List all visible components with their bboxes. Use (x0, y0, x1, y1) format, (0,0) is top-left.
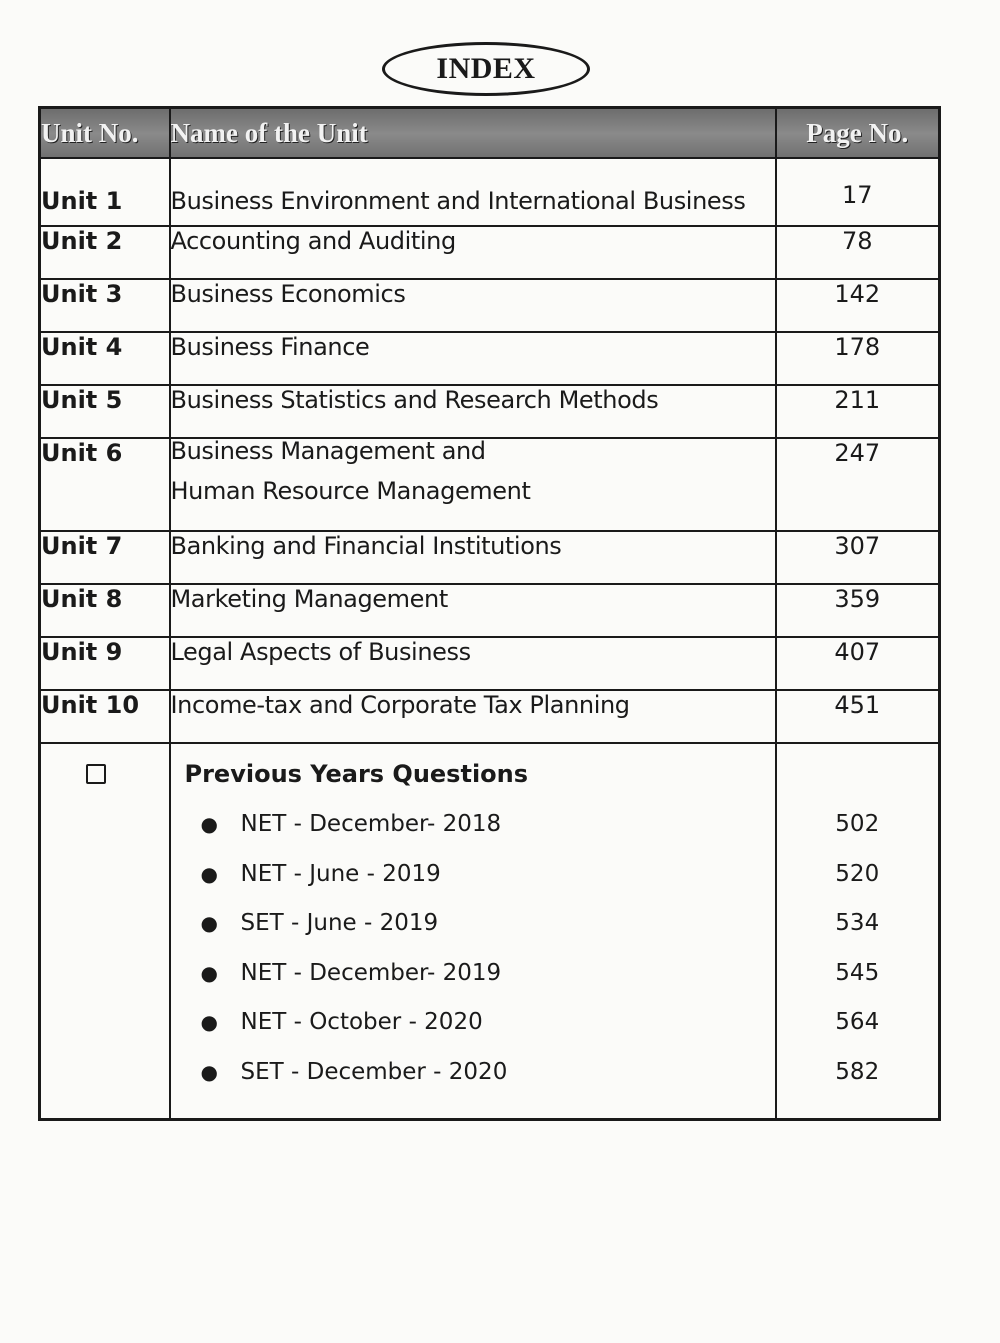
header-unit-name: Name of the Unit (170, 108, 776, 159)
previous-years-pages-cell (776, 743, 940, 1119)
table-row (40, 531, 940, 584)
page-number: 142 (776, 279, 940, 332)
list-item (171, 949, 775, 999)
bullet-icon: ● (200, 911, 218, 936)
unit-number: Unit 2 (40, 226, 170, 279)
exam-label: SET - June - 2019 (240, 910, 439, 937)
exam-label: NET - December- 2019 (240, 959, 502, 986)
unit-name: Accounting and Auditing (170, 226, 776, 279)
list-item (171, 850, 775, 900)
table-row (40, 584, 940, 637)
unit-number: Unit 10 (40, 690, 170, 743)
page-number: 545 (835, 959, 880, 986)
table-header-row (40, 108, 940, 159)
table-row (40, 226, 940, 279)
page-number: 564 (835, 1009, 880, 1036)
page-number: 17 (776, 158, 940, 226)
unit-name: Legal Aspects of Business (170, 637, 776, 690)
checkbox-icon (86, 764, 106, 784)
table-row (40, 158, 940, 226)
unit-name-line-1: Business Management and (170, 437, 486, 465)
page-number: 534 (835, 910, 880, 937)
header-page-no: Page No. (776, 108, 940, 159)
index-title: INDEX (436, 52, 536, 85)
unit-number: Unit 9 (40, 637, 170, 690)
bullet-icon: ● (200, 812, 218, 836)
unit-name-line-2: Human Resource Management (170, 477, 531, 505)
list-item (171, 899, 775, 949)
unit-name: Business Environment and International Business (170, 158, 776, 226)
exam-label: NET - June - 2019 (240, 860, 441, 887)
bullet-icon: ● (200, 1059, 218, 1084)
table-row (40, 690, 940, 743)
list-item (171, 800, 775, 850)
page-number: 359 (776, 584, 940, 637)
table-row (40, 279, 940, 332)
unit-number: Unit 5 (40, 385, 170, 438)
exam-label: SET - December - 2020 (240, 1058, 508, 1085)
bullet-icon: ● (200, 861, 218, 886)
previous-years-row (40, 743, 940, 1119)
page-number: 502 (835, 811, 880, 837)
list-item (171, 1048, 775, 1098)
bullet-icon: ● (200, 960, 218, 985)
unit-name: Marketing Management (170, 584, 776, 637)
unit-name: Banking and Financial Institutions (170, 531, 776, 584)
header-unit-no: Unit No. (40, 108, 170, 159)
page-number: 407 (776, 637, 940, 690)
unit-name: Business Finance (170, 332, 776, 385)
unit-number: Unit 4 (40, 332, 170, 385)
unit-number: Unit 6 (40, 438, 170, 531)
unit-number: Unit 7 (40, 531, 170, 584)
unit-number: Unit 1 (40, 158, 170, 226)
unit-number: Unit 3 (40, 279, 170, 332)
table-row (40, 332, 940, 385)
index-table (38, 106, 941, 1121)
previous-years-pages (777, 800, 939, 1098)
list-item (171, 998, 775, 1048)
page-number: 307 (776, 531, 940, 584)
page-number: 247 (776, 438, 940, 531)
previous-years-list (171, 800, 775, 1098)
index-title-oval (382, 42, 590, 96)
page-number: 178 (776, 332, 940, 385)
unit-name: Business Economics (170, 279, 776, 332)
unit-name (170, 438, 776, 531)
page-number: 78 (776, 226, 940, 279)
exam-label: NET - December- 2018 (240, 811, 502, 837)
page-number: 211 (776, 385, 940, 438)
table-row (40, 637, 940, 690)
previous-years-cell (170, 743, 776, 1119)
page-number: 520 (835, 860, 880, 887)
unit-name: Business Statistics and Research Methods (170, 385, 776, 438)
page-number: 582 (835, 1058, 880, 1085)
exam-label: NET - October - 2020 (240, 1009, 483, 1036)
table-row (40, 438, 940, 531)
bullet-icon: ● (200, 1010, 218, 1035)
unit-number: Unit 8 (40, 584, 170, 637)
unit-name: Income-tax and Corporate Tax Planning (170, 690, 776, 743)
checkbox-cell (40, 743, 170, 1119)
previous-years-title: Previous Years Questions (184, 760, 529, 788)
page-number: 451 (776, 690, 940, 743)
